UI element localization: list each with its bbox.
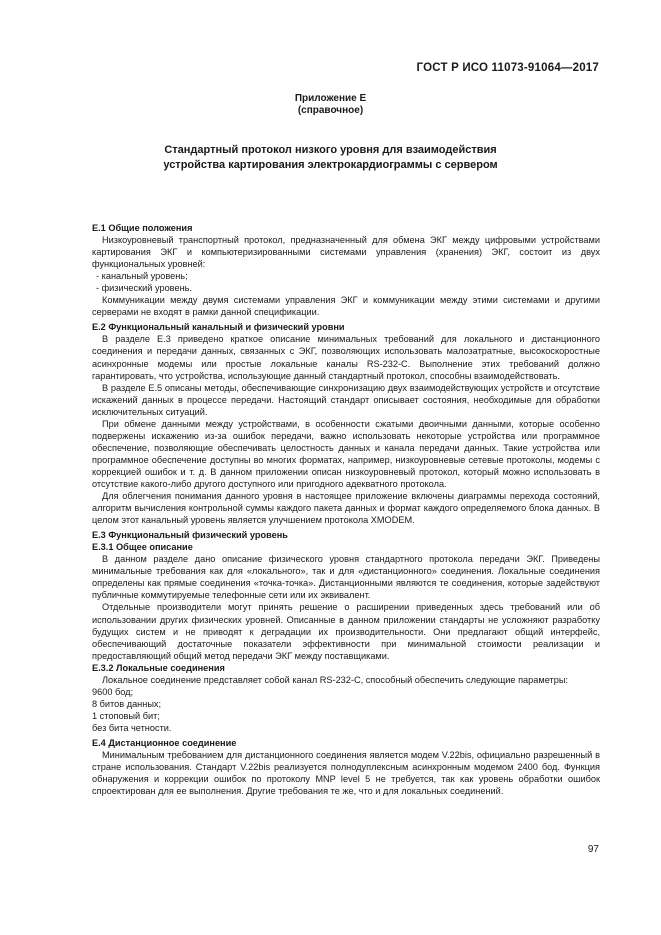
annex-title-line2: устройства картирования электрокардиограммы с сервером [163,159,498,171]
paragraph: Коммуникации между двумя системами управления ЭКГ и коммуникации между этими системами и другими серверами не входят в рамки данной спецификации. [92,295,600,318]
paragraph: Локальное соединение представляет собой канал RS-232-C, способный обеспечить следующие параметры: [102,674,568,685]
paragraph: Низкоуровневый транспортный протокол, предназначенный для обмена ЭКГ между цифровыми устройствами картирования ЭКГ и компьютеризированными системами управления (хранения) ЭКГ, состоит из двух функциональных уровней: [92,235,600,270]
list-item: 9600 бод; [92,686,134,697]
paragraph: В разделе Е.5 описаны методы, обеспечивающие синхронизацию двух взаимодействующих устройств и отсутствие искажений данных в процессе передачи. Настоящий стандарт описывает состояния, необходимые для обработки исключительных ситуаций. [92,382,600,417]
paragraph: Отдельные производители могут принять решение о расширении приведенных здесь требований или об использовании других физических уровней. Описанные в данном приложении стандарты не усложняют разработку будущих систем и не приводят к деградации их производительности. Они предлагают общий интерфейс, обеспечивающий достаточные показатели эффективности при минимальной стоимости реализации и предоставляющий общий метод передачи ЭКГ между поставщиками. [92,602,600,661]
list-item: без бита четности. [92,722,172,733]
paragraph: В данном разделе дано описание физического уровня стандартного протокола передачи ЭКГ. Приведены минимальные требования как для «локального», так и для «дистанционного» соединения. Локальные соединения определены как прямые соединения «точка-точка». Дистанционными являются те соединения, которые задействуют публичные коммутируемые телефонные сети или их эквивалент. [92,554,600,601]
page-number: 97 [587,844,599,855]
annex-title-line1: Стандартный протокол низкого уровня для взаимодействия [164,144,497,156]
section-heading-e2: Е.2 Функциональный канальный и физический уровни [92,322,345,333]
section-heading-e3: Е.3 Функциональный физический уровень [92,530,288,541]
section-heading-e1: Е.1 Общие положения [92,223,193,233]
subsection-heading-e32: Е.3.2 Локальные соединения [92,662,225,673]
paragraph: В разделе Е.3 приведено краткое описание минимальных требований для локального и дистанционного соединения и передачи данных, связанных с ЭКГ, позволяющих использовать малозатратные, высокоскоростные асинхронные модемы или простые локальные каналы RS-232-C. Выполнение этих требований должно гарантировать, что устройства, использующие данный стандартный протокол, способны взаимодействовать. [92,334,600,381]
section-heading-e4: Е.4 Дистанционное соединение [92,737,237,748]
list-item: 1 стоповый бит; [92,710,160,721]
document-body [92,222,600,797]
standard-header: ГОСТ Р ИСО 11073-91064—2017 [416,62,599,74]
subsection-heading-e31: Е.3.1 Общее описание [92,542,193,553]
annex-label: Приложение Е [294,93,367,104]
list-item: 8 битов данных; [92,698,162,709]
list-item: - канальный уровень; [96,271,188,282]
annex-type: (справочное) [297,105,364,116]
paragraph: Для облегчения понимания данного уровня в настоящее приложение включены диаграммы перехода состояний, алгоритм вычисления контрольной суммы каждого пакета данных и формат каждого определяемого блока данных. В целом этот канальный уровень является улучшением протокола XMODEM. [92,491,600,526]
paragraph: Минимальным требованием для дистанционного соединения является модем V.22bis, официально разрешенный в стране использования. Стандарт V.22bis реализуется полнодуплексным асинхронным модемом 2400 бод. Функция обнаружения и коррекции ошибок по протоколу MNP level 5 не требуется, так как уровень обработки ошибок спроектирован для ее выполнения. Другие требования те же, что и для локальных соединений. [92,750,600,797]
paragraph: При обмене данными между устройствами, в особенности сжатыми двоичными данными, которые особенно подвержены искажению из-за ошибок передачи, важно использовать некоторые устройства или программное обеспечение, позволяющие обеспечивать целостность данных и канала передачи данных. Такие устройства или программное обеспечение доступны во многих форматах, например, низкоуровневые сетевые протоколы, модемы с коррекцией ошибок и т. д. В данном приложении описан низкоуровневый протокол, который можно использовать в отсутствие какого-либо другого доступного или пригодного адекватного протокола. [92,418,600,489]
list-item: - физический уровень. [96,283,192,294]
